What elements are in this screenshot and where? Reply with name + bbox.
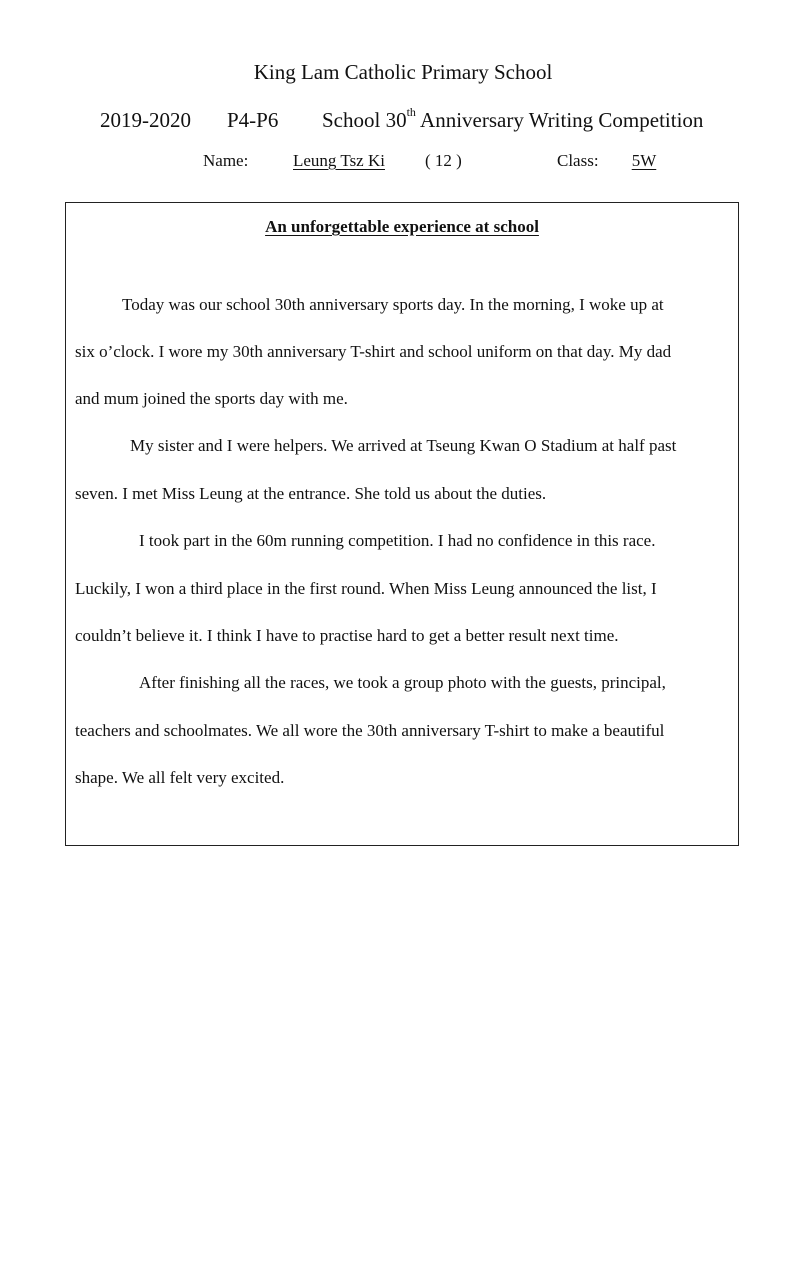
essay-box [65, 202, 739, 846]
essay-line: After finishing all the races, we took a group photo with the guests, principal, [139, 673, 666, 692]
essay-line: Luckily, I won a third place in the first round. When Miss Leung announced the list, I [75, 579, 657, 598]
essay-line: Today was our school 30th anniversary sports day. In the morning, I woke up at [122, 295, 664, 314]
name-label: Name: [203, 151, 249, 170]
essay-line: couldn’t believe it. I think I have to practise hard to get a better result next time. [75, 626, 619, 645]
student-info-line [0, 148, 806, 174]
class-value: 5W [631, 151, 657, 170]
essay-line: My sister and I were helpers. We arrived at Tseung Kwan O Stadium at half past [130, 436, 677, 455]
grade-level: P4-P6 [227, 108, 279, 132]
competition-title-suffix: Anniversary Writing Competition [415, 108, 704, 132]
competition-line [0, 105, 806, 135]
essay-line: I took part in the 60m running competition. I had no confidence in this race. [139, 531, 656, 550]
student-name: Leung Tsz Ki [293, 151, 385, 170]
competition-title-prefix: School 30 [322, 108, 407, 132]
essay-line: and mum joined the sports day with me. [75, 389, 348, 408]
essay-line: seven. I met Miss Leung at the entrance. She told us about the duties. [75, 484, 547, 503]
competition-title [322, 105, 703, 135]
competition-title-superscript: th [406, 105, 416, 119]
essay-line: teachers and schoolmates. We all wore the 30th anniversary T-shirt to make a beautiful [75, 721, 665, 740]
school-name: King Lam Catholic Primary School [253, 60, 553, 84]
essay-line: six o’clock. I wore my 30th anniversary T-shirt and school uniform on that day. My dad [75, 342, 672, 361]
class-label: Class: [557, 151, 599, 170]
essay-title: An unforgettable experience at school [265, 217, 539, 236]
school-year: 2019-2020 [100, 108, 191, 132]
class-number: ( 12 ) [425, 151, 462, 170]
essay-line: shape. We all felt very excited. [75, 768, 285, 787]
